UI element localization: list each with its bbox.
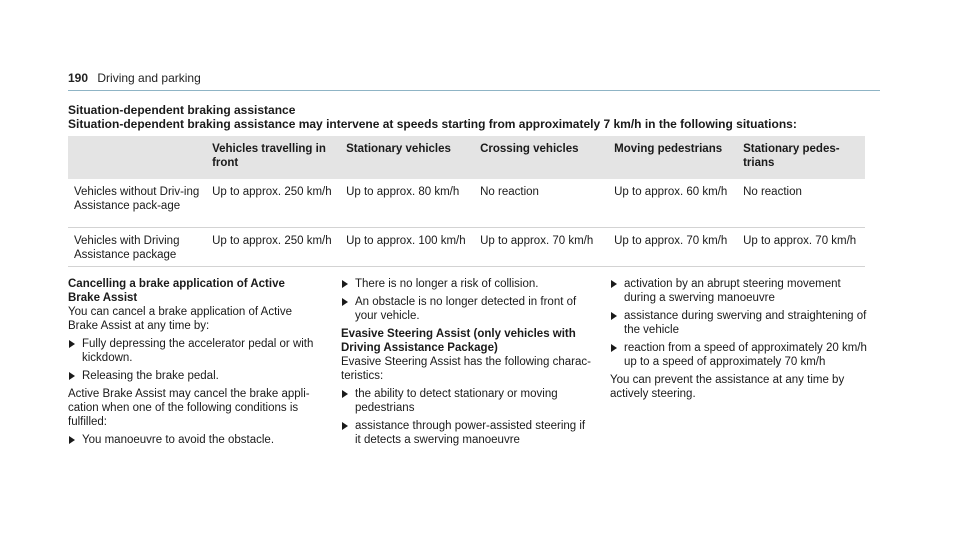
page-number: 190 [68,71,89,85]
list-item: You manoeuvre to avoid the obstacle. [68,433,316,447]
section-title [68,103,888,131]
list-item: Fully depressing the accelerator pedal or with kickdown. [68,337,316,365]
row-label: Vehicles with Driving Assistance package [68,228,206,267]
subheading: Evasive Steering Assist (only vehicles with Driving Assistance Package) [341,328,576,354]
text-column-3 [610,277,870,405]
table-cell: Up to approx. 70 km/h [737,228,865,267]
table-cell: Up to approx. 60 km/h [608,179,737,228]
paragraph: Evasive Steering Assist has the following charac-teristics: [341,356,591,382]
table-row [68,179,865,228]
table-header-cell [68,136,206,179]
table-cell: Up to approx. 70 km/h [474,228,608,267]
table-header-cell: Stationary pedes-trians [737,136,865,179]
bullet-list [68,433,316,447]
table-header-cell: Vehicles travelling in front [206,136,340,179]
table-cell: Up to approx. 250 km/h [206,179,340,228]
list-item: the ability to detect stationary or moving pedestrians [341,387,591,415]
text-column-2 [341,277,591,451]
table-cell: No reaction [737,179,865,228]
table-row [68,228,865,267]
section-title-line1: Situation-dependent braking assistance [68,103,296,117]
bullet-list [610,277,870,369]
braking-assistance-table [68,136,865,267]
table-cell: Up to approx. 70 km/h [608,228,737,267]
bullet-list [68,337,316,383]
table-cell: Up to approx. 80 km/h [340,179,474,228]
table-header-cell: Crossing vehicles [474,136,608,179]
header-divider [68,90,880,91]
page-header [68,71,201,85]
bullet-list [341,387,591,447]
list-item: An obstacle is no longer detected in front of your vehicle. [341,295,591,323]
bullet-list [341,277,591,323]
paragraph: You can prevent the assistance at any time by actively steering. [610,374,845,400]
list-item: assistance during swerving and straightening of the vehicle [610,309,870,337]
section-title-line2: Situation-dependent braking assistance may intervene at speeds starting from approximately 7 km/h in the following situations: [68,117,797,131]
text-column-1 [68,277,316,451]
paragraph: Active Brake Assist may cancel the brake appli-cation when one of the following conditions is fulfilled: [68,388,310,428]
subheading: Cancelling a brake application of Active Brake Assist [68,278,285,304]
table-cell: No reaction [474,179,608,228]
row-label: Vehicles without Driv-ing Assistance pack-age [68,179,206,228]
table-header-cell: Stationary vehicles [340,136,474,179]
list-item: activation by an abrupt steering movement during a swerving manoeuvre [610,277,870,305]
section-name: Driving and parking [97,71,201,85]
paragraph: You can cancel a brake application of Active Brake Assist at any time by: [68,306,292,332]
list-item: reaction from a speed of approximately 20 km/h up to a speed of approximately 70 km/h [610,341,870,369]
table-header-cell: Moving pedestrians [608,136,737,179]
table-cell: Up to approx. 100 km/h [340,228,474,267]
list-item: Releasing the brake pedal. [68,369,316,383]
list-item: assistance through power-assisted steering if it detects a swerving manoeuvre [341,419,591,447]
table-cell: Up to approx. 250 km/h [206,228,340,267]
table-header-row [68,136,865,179]
list-item: There is no longer a risk of collision. [341,277,591,291]
